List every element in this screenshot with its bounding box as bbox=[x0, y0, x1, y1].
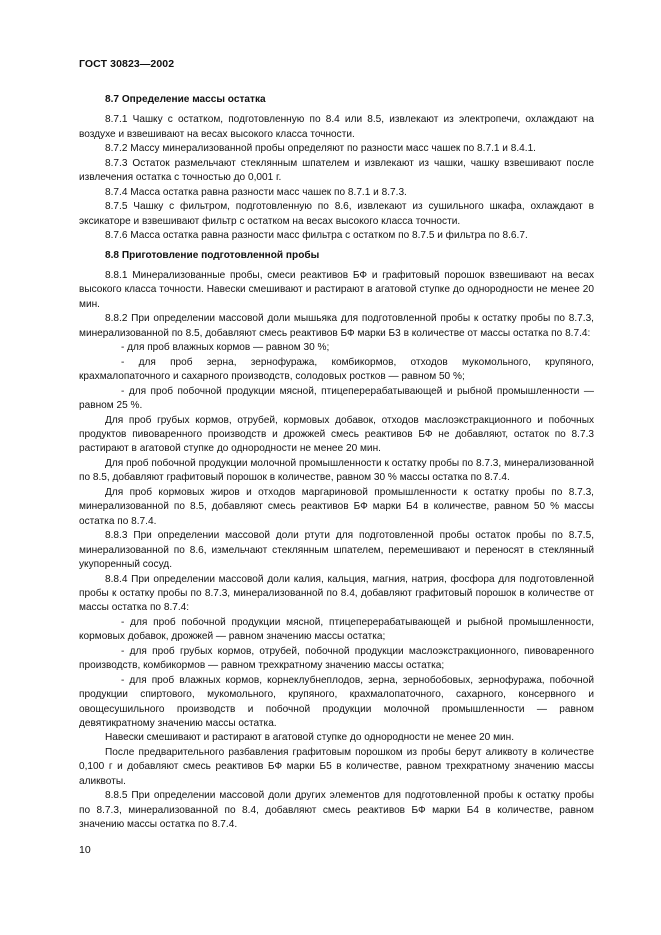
paragraph: 8.7.1 Чашку с остатком, подготовленную по 8.4 или 8.5, извлекают из электропечи, охлаждают на воздухе и взвешивают на весах высокого класса точности. bbox=[79, 114, 594, 140]
paragraph: Для проб побочной продукции молочной промышленности к остатку пробы по 8.7.3, минерализованной по 8.5, добавляют графитовый порошок в количестве, равном 30 % массы остатка по 8.7.4. bbox=[79, 457, 594, 484]
list-item: - для проб побочной продукции мясной, птицеперерабатывающей и рыбной промышленности — равном 25 %. bbox=[79, 385, 594, 412]
list-item: - для проб влажных кормов, корнеклубнеплодов, зерна, зернобобовых, зернофуража, побочной продукции спиртового, мукомольного, крупяного, крахмалопаточного, сахарного, консервного и овощесушильного производств и побочной продукции молочной промышленности — равном девятикратному значению массы остатка. bbox=[79, 674, 594, 730]
paragraph: 8.7.5 Чашку с фильтром, подготовленную по 8.6, извлекают из сушильного шкафа, охлаждают в эксикаторе и взвешивают фильтр с остатком на весах высокого класса точности. bbox=[79, 201, 594, 227]
list-item: - для проб влажных кормов — равном 30 %; bbox=[121, 342, 330, 354]
paragraph: 8.8.2 При определении массовой доли мышьяка для подготовленной пробы к остатку пробы по 8.7.3, минерализованной по 8.5, добавляют смесь реактивов БФ марки Б3 в количестве от массы остатка по 8.7.4: bbox=[79, 313, 594, 339]
paragraph: 8.8.4 При определении массовой доли калия, кальция, магния, натрия, фосфора для подготовленной пробы к остатку пробы по 8.7.3, минерализованной по 8.4, добавляют графитовый порошок в количестве от массы остатка по 8.7.4: bbox=[79, 573, 594, 614]
paragraph: 8.7.4 Масса остатка равна разности масс чашек по 8.7.1 и 8.7.3. bbox=[105, 186, 407, 198]
paragraph: 8.8.5 При определении массовой доли других элементов для подготовленной пробы к остатку пробы по 8.7.3, минерализованной по 8.4, добавляют смесь реактивов БФ марки Б4 в количестве, равном значению массы остатка по 8.7.4. bbox=[79, 790, 594, 831]
list-item: - для проб зерна, зернофуража, комбикормов, отходов мукомольного, крупяного, крахмалопаточного и сахарного производств, солодовых ростков — равном 50 %; bbox=[79, 356, 594, 383]
list-item: - для проб побочной продукции мясной, птицеперерабатывающей и рыбной промышленности, кормовых добавок, дрожжей — равном значению массы остатка; bbox=[79, 616, 594, 643]
section-heading: 8.8 Приготовление подготовленной пробы bbox=[105, 249, 320, 261]
paragraph: Для проб кормовых жиров и отходов маргариновой промышленности к остатку пробы по 8.7.3, минерализованной по 8.5, добавляют смесь реактивов БФ марки Б4 в количестве, равном 50 % массы остатка по 8.7.4. bbox=[79, 486, 594, 527]
document-header: ГОСТ 30823—2002 bbox=[79, 58, 175, 70]
section-heading: 8.7 Определение массы остатка bbox=[105, 94, 266, 105]
list-item: - для проб грубых кормов, отрубей, побочной продукции маслоэкстракционного, пивоваренного производств, комбикормов — равном трехкратному значению массы остатка; bbox=[79, 645, 594, 672]
paragraph: 8.7.6 Масса остатка равна разности масс фильтра с остатком по 8.7.5 и фильтра по 8.6.7. bbox=[105, 230, 528, 242]
paragraph: Навески смешивают и растирают в агатовой ступке до однородности не менее 20 мин. bbox=[105, 732, 515, 744]
paragraph: После предварительного разбавления графитовым порошком из пробы берут аликвоту в количестве 0,100 г и добавляют смесь реактивов БФ марки Б5 в количестве, равном трехкратному значению массы аликвоты. bbox=[79, 746, 594, 787]
paragraph: 8.8.1 Минерализованные пробы, смеси реактивов БФ и графитовый порошок взвешивают на весах высокого класса точности. Навески смешивают и растирают в агатовой ступке до однородности не менее 20 мин. bbox=[79, 269, 594, 310]
document-body bbox=[79, 93, 594, 833]
paragraph: 8.8.3 При определении массовой доли ртути для подготовленной пробы остаток пробы по 8.7.5, минерализованной по 8.6, измельчают стеклянным шпателем, перемешивают и переносят в стеклянный укупоренный сосуд. bbox=[79, 530, 594, 571]
paragraph: 8.7.3 Остаток размельчают стеклянным шпателем и извлекают из чашки, чашку взвешивают после извлечения остатка с точностью до 0,001 г. bbox=[79, 157, 594, 184]
paragraph: 8.7.2 Массу минерализованной пробы определяют по разности масс чашек по 8.7.1 и 8.4.1. bbox=[105, 143, 536, 155]
page-number: 10 bbox=[79, 844, 91, 856]
paragraph: Для проб грубых кормов, отрубей, кормовых добавок, отходов маслоэкстракционного и побочных продуктов пивоваренного производств и дрожжей смесь реактивов БФ не добавляют, остаток по 8.7.3 растирают в агатовой ступке до однородности не менее 20 мин. bbox=[79, 414, 594, 455]
